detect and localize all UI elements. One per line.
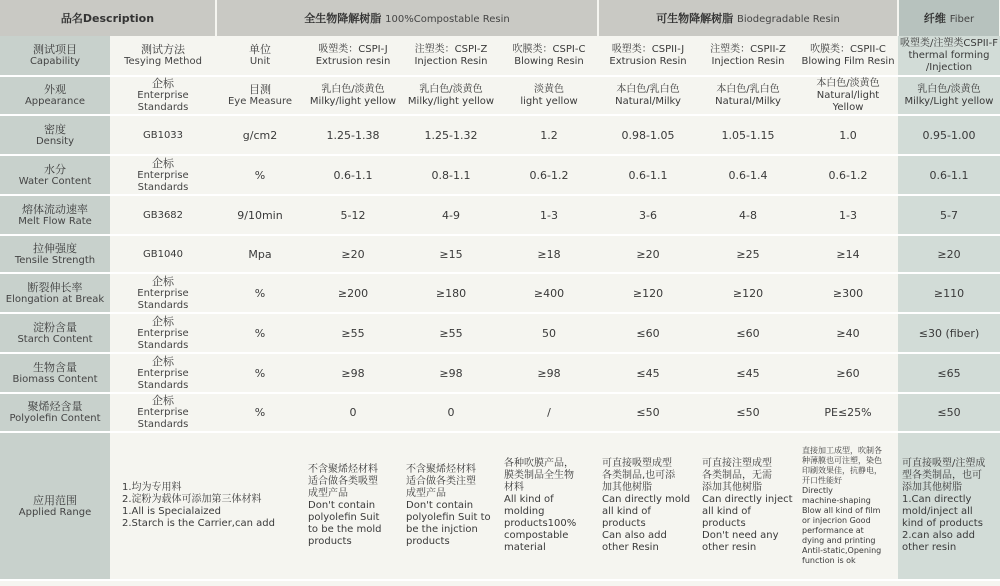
row-label-en: Appearance [24, 96, 86, 107]
cell-line: Blowing Resin [514, 55, 584, 67]
row-method [110, 313, 216, 353]
row-method-zh: 企标 [152, 156, 174, 170]
cell-blowing: ≥98 [500, 353, 598, 393]
cell-line: 淡黄色 [534, 83, 564, 95]
applied-line: all kind of products [702, 506, 751, 529]
row-unit: % [216, 393, 304, 432]
cell-bio-injection: ≤45 [698, 353, 798, 393]
row-method-zh: 企标 [152, 394, 174, 407]
applied-label-zh: 应用范围 [33, 493, 77, 507]
applied-line: 2.淀粉为载体可添加第三体材料 [122, 494, 262, 505]
applied-bio-extrusion [598, 432, 698, 580]
row-label-zh: 淀粉含量 [33, 320, 77, 334]
cell-extrusion: ≥55 [304, 313, 402, 353]
applied-line: other resin [702, 542, 757, 553]
row-method-zh: 企标 [152, 274, 174, 288]
cell-injection: 4-9 [402, 195, 500, 235]
cell-blowing: ≥400 [500, 273, 598, 313]
row-label-en: Tensile Strength [14, 254, 96, 266]
header-description: 品名Description [0, 0, 216, 36]
cell-line: /Injection [925, 61, 973, 73]
applied-line: 可直接吸塑/注塑成 [902, 458, 986, 469]
applied-line: 成型产品 [308, 488, 348, 499]
row-method-en: Enterprise Standards [137, 287, 189, 311]
row-label [0, 313, 110, 353]
applied-line: polyolefin Suit to [406, 512, 491, 523]
cell-injection [402, 36, 500, 76]
row-method-zh: 企标 [152, 77, 174, 90]
row-method-zh: 企标 [152, 314, 174, 328]
applied-line: compostable [504, 530, 569, 541]
applied-fiber [898, 432, 1000, 580]
cell-fiber [898, 76, 1000, 115]
cell-line: 本白色/乳白色 [616, 83, 680, 95]
applied-line: function is ok [802, 556, 856, 565]
cell-extrusion: 5-12 [304, 195, 402, 235]
cell-injection: ≥98 [402, 353, 500, 393]
row-label-zh: 水分 [44, 162, 66, 176]
applied-line: 成型产品 [406, 488, 446, 499]
row-unit-en: Eye Measure [227, 96, 293, 107]
row-label-en: Elongation at Break [5, 293, 105, 305]
cell-line: Milky/light yellow [407, 95, 495, 107]
applied-method [110, 432, 304, 580]
cell-bio-blowing: ≥300 [798, 273, 898, 313]
applied-line: 印刷效果佳，抗静电， [802, 466, 882, 475]
row-label-zh: 拉伸强度 [33, 241, 77, 255]
cell-line: Injection Resin [711, 55, 785, 67]
row-label-en: Water Content [18, 175, 92, 187]
row-label-zh: 熔体流动速率 [22, 202, 88, 216]
applied-blowing [500, 432, 598, 580]
header-fiber-zh: 纤维 [923, 12, 946, 25]
applied-label [0, 432, 110, 580]
applied-line: or injecrion Good [802, 516, 871, 525]
table-row [0, 195, 1000, 235]
cell-injection: ≥180 [402, 273, 500, 313]
cell-bio-injection: ≥25 [698, 235, 798, 273]
cell-bio-blowing [798, 36, 898, 76]
cell-line: 吸塑类：CSPII-J [611, 43, 685, 55]
cell-extrusion [304, 76, 402, 115]
header-compostable-zh: 全生物降解树脂 [304, 12, 382, 25]
cell-bio-extrusion: ≤50 [598, 393, 698, 432]
cell-injection: 0 [402, 393, 500, 432]
table-row [0, 313, 1000, 353]
applied-line: Don't need any [702, 530, 779, 541]
applied-bio-blowing [798, 432, 898, 580]
applied-line: 不含聚烯烃材料 [308, 464, 378, 475]
applied-line: 1.均为专用料 [122, 482, 182, 493]
cell-bio-extrusion: ≥20 [598, 235, 698, 273]
applied-line: polyolefin Suit [308, 512, 380, 523]
applied-line: 加其他树脂 [602, 482, 652, 493]
cell-blowing [500, 36, 598, 76]
applied-line: 适合做各类吸塑 [308, 476, 378, 487]
row-method-en: Enterprise Standards [137, 407, 189, 430]
applied-line: 型各类制品，也可 [902, 470, 982, 481]
applied-line: other Resin [602, 542, 659, 553]
row-method [110, 353, 216, 393]
cell-blowing: 1.2 [500, 115, 598, 155]
row-label [0, 115, 110, 155]
row-method [110, 36, 216, 76]
applied-injection [402, 432, 500, 580]
applied-line: machine-shaping [802, 496, 871, 505]
cell-extrusion: 0.6-1.1 [304, 155, 402, 195]
cell-extrusion: ≥20 [304, 235, 402, 273]
cell-line: 乳白色/淡黄色 [321, 83, 385, 95]
header-row [0, 0, 1000, 36]
header-fiber [898, 0, 1000, 36]
row-method [110, 155, 216, 195]
row-label [0, 76, 110, 115]
cell-line: Blowing Film Resin [801, 55, 895, 67]
cell-bio-extrusion [598, 76, 698, 115]
applied-line: Directly [802, 486, 833, 495]
row-label-zh: 外观 [44, 83, 66, 96]
cell-line: Extrusion resin [315, 55, 391, 67]
applied-line: 添加其他树脂 [702, 482, 762, 493]
table-row [0, 115, 1000, 155]
row-method-en: Enterprise Standards [137, 367, 189, 391]
table-row [0, 393, 1000, 432]
row-label [0, 353, 110, 393]
cell-bio-extrusion: 0.98-1.05 [598, 115, 698, 155]
applied-row [0, 432, 1000, 580]
cell-injection: 1.25-1.32 [402, 115, 500, 155]
applied-line: other resin [902, 542, 957, 553]
cell-bio-injection: 4-8 [698, 195, 798, 235]
row-label-zh: 断裂伸长率 [27, 280, 83, 294]
cell-line: 吹膜类：CSPII-C [810, 43, 886, 55]
applied-line: be the injction [406, 524, 478, 535]
row-method: GB1033 [110, 115, 216, 155]
row-unit: 9/10min [216, 195, 304, 235]
row-label [0, 235, 110, 273]
cell-line: Natural/light Yellow [816, 89, 880, 113]
cell-line: 注塑类：CSPI-Z [414, 43, 488, 55]
cell-line: 乳白色/淡黄色 [917, 83, 981, 95]
applied-line: mold/inject all [902, 506, 973, 517]
row-label [0, 155, 110, 195]
cell-line: 本白色/淡黄色 [816, 77, 880, 89]
applied-line: Can directly mold [602, 494, 691, 505]
applied-line: 各类制品,也可添 [602, 470, 676, 481]
cell-blowing: ≥18 [500, 235, 598, 273]
cell-extrusion: 0 [304, 393, 402, 432]
applied-line: 开口性能好 [802, 476, 842, 485]
cell-blowing [500, 76, 598, 115]
applied-line: 适合做各类注塑 [406, 476, 476, 487]
applied-line: Blow all kind of film [802, 506, 881, 515]
cell-fiber: ≤50 [898, 393, 1000, 432]
cell-fiber: 0.6-1.1 [898, 155, 1000, 195]
row-label-zh: 密度 [44, 122, 66, 136]
applied-line: 1.All is Specialaized [122, 506, 221, 517]
applied-line: 2.can also add [902, 530, 975, 541]
row-unit-en: Unit [249, 56, 271, 67]
cell-extrusion: ≥200 [304, 273, 402, 313]
cell-line: Extrusion Resin [609, 55, 687, 67]
row-label-en: Polyolefin Content [9, 413, 101, 424]
applied-label-en: Applied Range [18, 506, 92, 518]
cell-bio-blowing: 1-3 [798, 195, 898, 235]
row-unit: % [216, 273, 304, 313]
cell-line: Natural/Milky [615, 95, 681, 107]
cell-blowing: 1-3 [500, 195, 598, 235]
cell-bio-blowing: ≥40 [798, 313, 898, 353]
applied-bio-injection [698, 432, 798, 580]
cell-bio-injection [698, 36, 798, 76]
cell-line: light yellow [520, 95, 578, 107]
row-label-zh: 生物含量 [33, 360, 77, 374]
applied-line: 材料 [504, 482, 524, 493]
cell-fiber [898, 36, 1000, 76]
cell-line: Milky/light yellow [309, 95, 397, 107]
cell-bio-extrusion: ≥120 [598, 273, 698, 313]
applied-line: products [308, 536, 352, 547]
row-label [0, 195, 110, 235]
row-method-zh: 企标 [152, 354, 174, 368]
row-unit [216, 76, 304, 115]
applied-line: products100% [504, 518, 577, 529]
header-compostable-en: 100%Compostable Resin [385, 14, 510, 25]
cell-extrusion [304, 36, 402, 76]
applied-line: Don't contain [308, 500, 376, 511]
cell-line: Injection Resin [414, 55, 488, 67]
cell-extrusion: 1.25-1.38 [304, 115, 402, 155]
row-label-zh: 测试项目 [33, 43, 77, 56]
cell-bio-injection [698, 76, 798, 115]
applied-line: 不含聚烯烃材料 [406, 464, 476, 475]
cell-bio-blowing: 1.0 [798, 115, 898, 155]
cell-bio-injection: ≤60 [698, 313, 798, 353]
cell-extrusion: ≥98 [304, 353, 402, 393]
cell-bio-injection: 1.05-1.15 [698, 115, 798, 155]
cell-bio-extrusion: ≤45 [598, 353, 698, 393]
applied-line: dying and printing [802, 536, 876, 545]
header-compostable [216, 0, 598, 36]
row-unit: Mpa [216, 235, 304, 273]
cell-injection: 0.8-1.1 [402, 155, 500, 195]
cell-fiber: ≥110 [898, 273, 1000, 313]
row-label-en: Biomass Content [12, 373, 98, 385]
table-row [0, 353, 1000, 393]
row-label-en: Capability [29, 56, 81, 67]
cell-bio-blowing [798, 76, 898, 115]
row-method-en: Enterprise Standards [137, 169, 189, 193]
cell-blowing: / [500, 393, 598, 432]
applied-line: 1.Can directly [902, 494, 972, 505]
row-method-zh: 测试方法 [141, 43, 185, 56]
cell-bio-extrusion [598, 36, 698, 76]
cell-line: Milky/Light yellow [904, 95, 994, 107]
cell-bio-injection: ≤50 [698, 393, 798, 432]
header-fiber-en: Fiber [949, 14, 975, 25]
table-row [0, 273, 1000, 313]
applied-line: Can directly inject [702, 494, 793, 505]
row-method: GB3682 [110, 195, 216, 235]
applied-line: 膜类制品全生物 [504, 470, 574, 481]
cell-bio-extrusion: 0.6-1.1 [598, 155, 698, 195]
applied-line: 各类制品，无需 [702, 470, 772, 481]
row-method-en: Enterprise Standards [137, 327, 189, 351]
cell-line: 本白色/乳白色 [716, 83, 780, 95]
cell-injection [402, 76, 500, 115]
applied-line: 直接加工成型，吹制各 [802, 446, 882, 455]
row-method-en: Tesying Method [124, 56, 202, 67]
cell-line: 吸塑类/注塑类CSPII-F [900, 37, 998, 49]
table-row [0, 235, 1000, 273]
table-row [0, 155, 1000, 195]
row-label-en: Melt Flow Rate [18, 215, 92, 227]
applied-line: Antil-static,Opening [802, 546, 882, 555]
cell-bio-extrusion: ≤60 [598, 313, 698, 353]
row-unit [216, 36, 304, 76]
applied-extrusion [304, 432, 402, 580]
cell-line: 乳白色/淡黄色 [419, 83, 483, 95]
row-method [110, 393, 216, 432]
header-biodegradable [598, 0, 898, 36]
cell-bio-injection: 0.6-1.4 [698, 155, 798, 195]
applied-line: 种薄膜也可注塑，染色 [802, 456, 882, 465]
row-label-en: Starch Content [17, 333, 93, 345]
row-method-en: Enterprise Standards [137, 90, 189, 113]
cell-bio-blowing: 0.6-1.2 [798, 155, 898, 195]
header-biodegradable-zh: 可生物降解树脂 [656, 12, 734, 25]
applied-line: all kind of products [602, 506, 651, 529]
applied-line: Can also add [602, 530, 667, 541]
applied-line: All kind of molding [504, 494, 554, 517]
cell-fiber: ≤30 (fiber) [898, 313, 1000, 353]
cell-fiber: 5-7 [898, 195, 1000, 235]
cell-fiber: ≤65 [898, 353, 1000, 393]
cell-fiber: ≥20 [898, 235, 1000, 273]
row-method: GB1040 [110, 235, 216, 273]
row-unit: % [216, 353, 304, 393]
applied-line: 可直接注塑成型 [702, 458, 772, 469]
cell-bio-extrusion: 3-6 [598, 195, 698, 235]
row-label-en: Density [35, 135, 75, 147]
row-unit: % [216, 313, 304, 353]
cell-line: 吹膜类：CSPI-C [512, 43, 586, 55]
row-label [0, 393, 110, 432]
applied-line: 添加其他树脂 [902, 482, 962, 493]
cell-line: Natural/Milky [715, 95, 781, 107]
cell-bio-blowing: ≥14 [798, 235, 898, 273]
applied-line: material [504, 542, 546, 553]
applied-line: 各种吹膜产品， [504, 458, 574, 469]
applied-line: products [406, 536, 450, 547]
row-unit: g/cm2 [216, 115, 304, 155]
cell-line: thermal forming [908, 49, 990, 61]
applied-line: kind of products [902, 518, 983, 529]
row-label [0, 36, 110, 76]
row-label [0, 273, 110, 313]
row-method [110, 76, 216, 115]
row-unit-zh: 单位 [249, 43, 271, 56]
row-unit-zh: 目测 [249, 83, 271, 96]
cell-injection: ≥15 [402, 235, 500, 273]
applied-line: Don't contain [406, 500, 474, 511]
cell-injection: ≥55 [402, 313, 500, 353]
cell-line: 注塑类：CSPII-Z [710, 43, 786, 55]
row-unit: % [216, 155, 304, 195]
cell-bio-blowing: PE≤25% [798, 393, 898, 432]
row-method [110, 273, 216, 313]
row-label-zh: 聚烯烃含量 [27, 400, 83, 413]
cell-bio-injection: ≥120 [698, 273, 798, 313]
table-row [0, 76, 1000, 115]
cell-blowing: 0.6-1.2 [500, 155, 598, 195]
cell-fiber: 0.95-1.00 [898, 115, 1000, 155]
applied-line: to be the mold [308, 524, 382, 535]
applied-line: 2.Starch is the Carrier,can add [122, 518, 275, 529]
header-biodegradable-en: Biodegradable Resin [737, 14, 840, 25]
cell-line: 吸塑类：CSPI-J [318, 43, 388, 55]
applied-line: performance at [802, 526, 864, 535]
table-row [0, 36, 1000, 76]
cell-blowing: 50 [500, 313, 598, 353]
cell-bio-blowing: ≥60 [798, 353, 898, 393]
applied-line: 可直接吸塑成型 [602, 458, 672, 469]
